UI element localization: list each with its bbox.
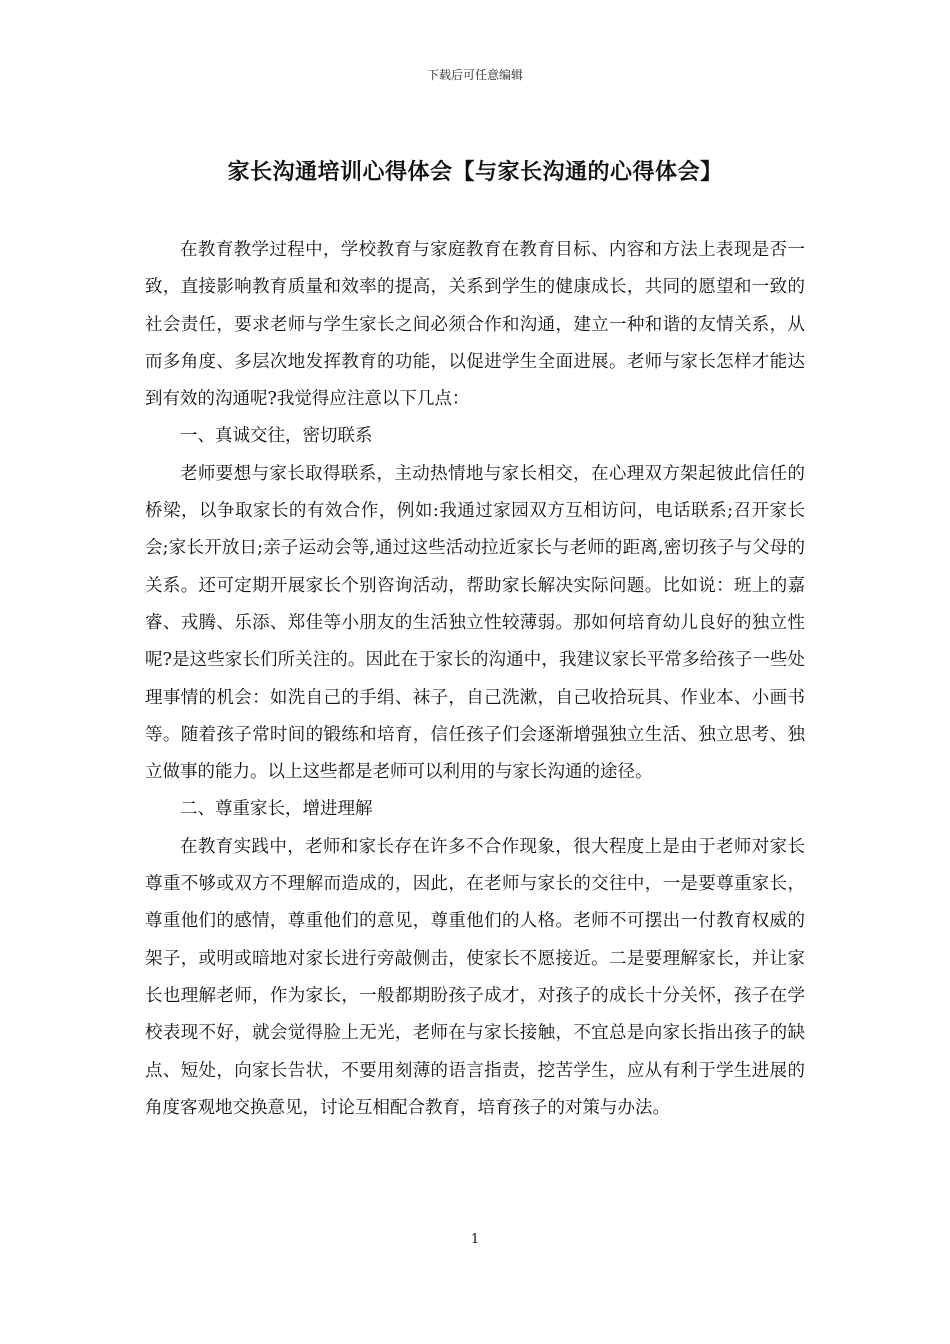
paragraph-section-2: 在教育实践中，老师和家长存在许多不合作现象，很大程度上是由于老师对家长尊重不够或双方不理解而造成的，因此，在老师与家长的交往中，一是要尊重家长，尊重他们的感情，尊重他们的意见，尊重他们的人格。老师不可摆出一付教育权威的架子，或明或暗地对家长进行旁敲侧击，使家长不愿接近。二是要理解家长，并让家长也理解老师，作为家长，一般都期盼孩子成才，对孩子的成长十分关怀，孩子在学校表现不好，就会觉得脸上无光，老师在与家长接触，不宜总是向家长指出孩子的缺点、短处，向家长告状，不要用刻薄的语言指责，挖苦学生，应从有利于学生进展的角度客观地交换意见，讨论互相配合教育，培育孩子的对策与办法。 [145, 836, 805, 1118]
header-note: 下载后可任意编辑 [426, 68, 523, 82]
paragraph-intro: 在教育教学过程中，学校教育与家庭教育在教育目标、内容和方法上表现是否一致，直接影响教育质量和效率的提高，关系到学生的健康成长，共同的愿望和一致的社会责任，要求老师与学生家长之间必须合作和沟通，建立一种和谐的友情关系，从而多角度、多层次地发挥教育的功能，以促进学生全面进展。老师与家长怎样才能达到有效的沟通呢?我觉得应注意以下几点： [145, 240, 805, 410]
section-heading-2: 二、尊重家长，增进理解 [180, 799, 373, 820]
page-number: 1 [470, 1232, 480, 1247]
section-heading-1: 一、真诚交往，密切联系 [180, 426, 373, 447]
document-body [145, 232, 805, 1127]
document-title: 家长沟通培训心得体会【与家长沟通的心得体会】 [227, 159, 723, 185]
paragraph-section-1: 老师要想与家长取得联系，主动热情地与家长相交，在心理双方架起彼此信任的桥梁，以争取家长的有效合作，例如:我通过家园双方互相访问，电话联系;召开家长会;家长开放日;亲子运动会等,通过这些活动拉近家长与老师的距离,密切孩子与父母的关系。还可定期开展家长个别咨询活动，帮助家长解决实际问题。比如说：班上的嘉睿、戎腾、乐添、郑佳等小朋友的生活独立性较薄弱。那如何培育幼儿良好的独立性呢?是这些家长们所关注的。因此在于家长的沟通中，我建议家长平常多给孩子一些处理事情的机会：如洗自己的手绢、袜子，自己洗漱，自己收拾玩具、作业本、小画书等。随着孩子常时间的锻练和培育，信任孩子们会逐渐增强独立生活、独立思考、独立做事的能力。以上这些都是老师可以利用的与家长沟通的途径。 [145, 463, 805, 783]
